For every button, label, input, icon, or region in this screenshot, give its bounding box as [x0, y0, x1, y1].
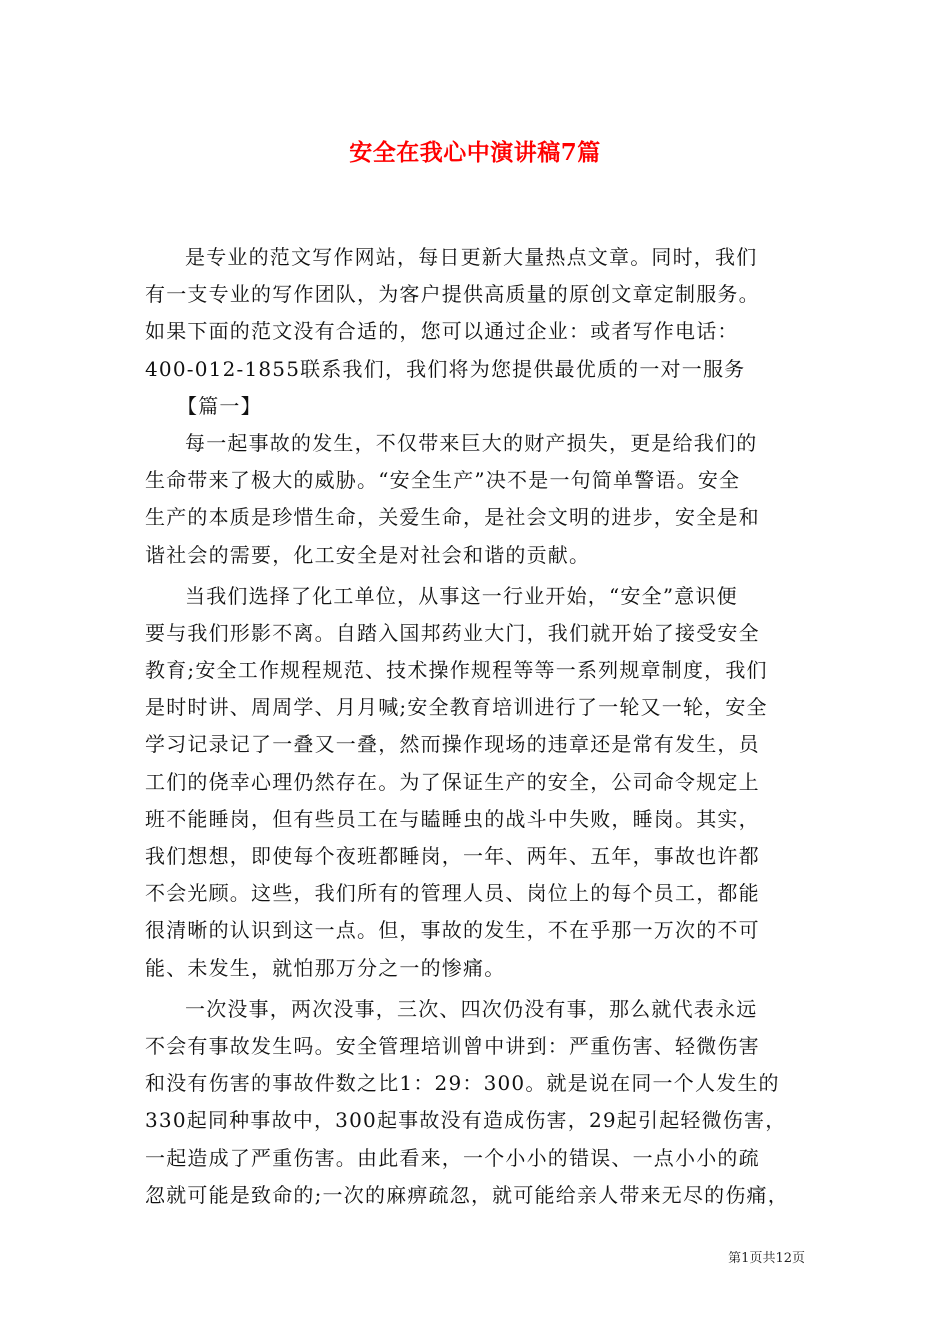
page-number: 第1页共12页 — [728, 1251, 805, 1266]
text-line: 教育;安全工作规程规范、技术操作规程等等一系列规章制度，我们 — [145, 658, 768, 683]
text-line: 是时时讲、周周学、月月喊;安全教育培训进行了一轮又一轮，安全 — [145, 695, 768, 720]
text-line: 生命带来了极大的威胁。“安全生产”决不是一句简单警语。安全 — [145, 468, 741, 493]
text-line: 学习记录记了一叠又一叠，然而操作现场的违章还是常有发生，员 — [145, 732, 760, 757]
text-line: 330起同种事故中，300起事故没有造成伤害，29起引起轻微伤害， — [145, 1108, 787, 1133]
text-line: 我们想想，即使每个夜班都睡岗，一年、两年、五年，事故也许都 — [145, 844, 760, 868]
text-line: 一次没事，两次没事，三次、四次仍没有事，那么就代表永远 — [185, 996, 758, 1021]
text-line: 和没有伤害的事故件数之比1：29：300。就是说在同一个人发生的 — [145, 1071, 780, 1096]
document-title: 安全在我心中演讲稿7篇 — [349, 139, 601, 166]
text-line: 班不能睡岗，但有些员工在与瞌睡虫的战斗中失败，睡岗。其实， — [145, 806, 760, 831]
text-line: 不会光顾。这些，我们所有的管理人员、岗位上的每个员工，都能 — [145, 881, 760, 906]
text-line: 一起造成了严重伤害。由此看来，一个小小的错误、一点小小的疏 — [145, 1145, 760, 1170]
section-heading: 【篇一】 — [177, 393, 262, 418]
text-line: 是专业的范文写作网站，每日更新大量热点文章。同时，我们 — [185, 245, 758, 269]
text-line: 有一支专业的写作团队，为客户提供高质量的原创文章定制服务。 — [145, 282, 760, 307]
document-body — [145, 239, 810, 1214]
text-line: 忽就可能是致命的;一次的麻痹疏忽，就可能给亲人带来无尽的伤痛， — [145, 1182, 789, 1207]
text-line: 工们的侥幸心理仍然存在。为了保证生产的安全，公司命令规定上 — [145, 769, 760, 794]
text-line: 每一起事故的发生，不仅带来巨大的财产损失，更是给我们的 — [185, 430, 758, 455]
text-line: 如果下面的范文没有合适的，您可以通过企业：或者写作电话： — [145, 319, 739, 344]
text-line: 很清晰的认识到这一点。但，事故的发生，不在乎那一万次的不可 — [145, 918, 760, 943]
text-line: 当我们选择了化工单位，从事这一行业开始，“安全”意识便 — [185, 583, 738, 608]
text-line: 谐社会的需要，化工安全是对社会和谐的贡献。 — [145, 542, 591, 567]
text-line: 400-012-1855联系我们，我们将为您提供最优质的一对一服务 — [145, 356, 746, 381]
text-line: 不会有事故发生吗。安全管理培训曾中讲到：严重伤害、轻微伤害 — [145, 1033, 760, 1058]
text-line: 要与我们形影不离。自踏入国邦药业大门，我们就开始了接受安全 — [145, 620, 760, 645]
text-line: 能、未发生，就怕那万分之一的惨痛。 — [145, 955, 506, 980]
text-line: 生产的本质是珍惜生命，关爱生命，是社会文明的进步，安全是和 — [145, 505, 760, 530]
